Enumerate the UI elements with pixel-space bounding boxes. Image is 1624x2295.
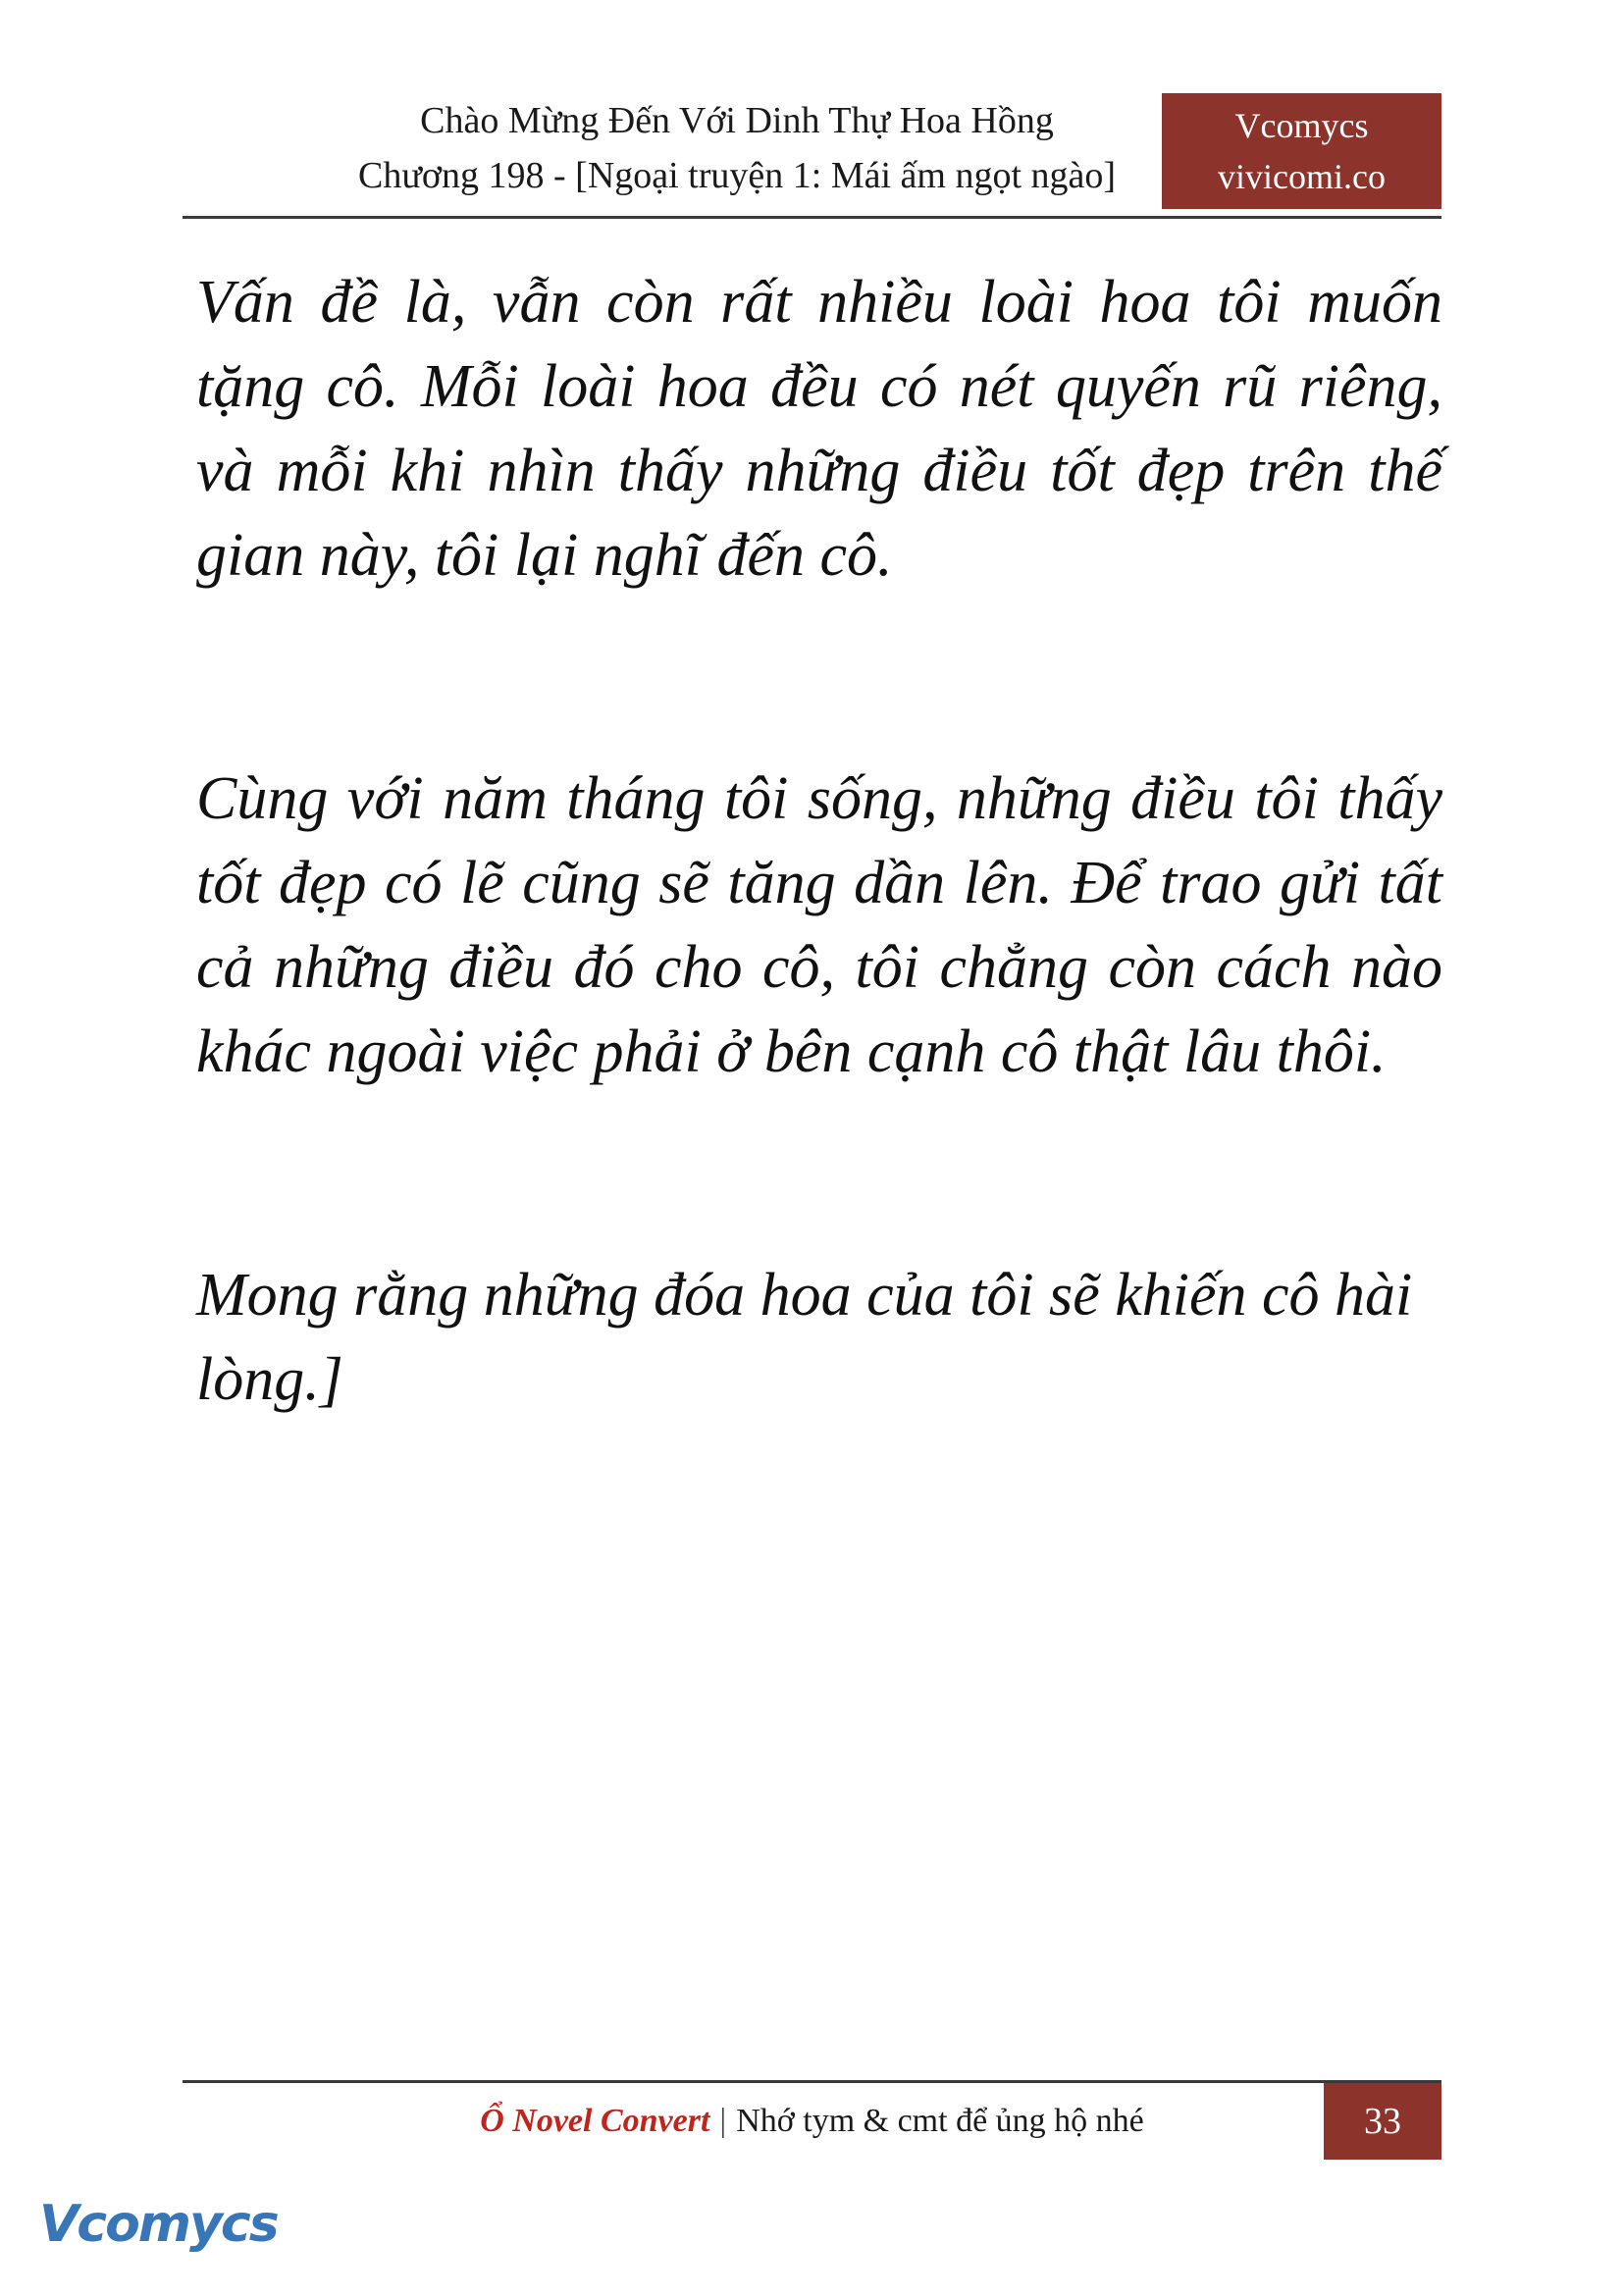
paragraph-spacer (196, 684, 1442, 756)
footer-note: Nhớ tym & cmt để ủng hộ nhé (736, 2103, 1144, 2139)
site-badge-name: Vcomycs (1234, 106, 1369, 145)
footer-text (480, 2103, 1144, 2140)
header-title-line-2: Chương 198 - [Ngoại truyện 1: Mái ấm ngọt ngào] (357, 155, 1117, 196)
site-badge-url: vivicomi.co (1218, 157, 1386, 196)
page-content (196, 260, 1442, 1508)
header-title-line-1: Chào Mừng Đến Với Dinh Thự Hoa Hồng (420, 100, 1054, 141)
paragraph-spacer (196, 1180, 1442, 1253)
paragraph: Vấn đề là, vẫn còn rất nhiều loài hoa tôi muốn tặng cô. Mỗi loài hoa đều có nét quyến rũ riêng, và mỗi khi nhìn thấy những điều tốt đẹp trên thế gian này, tôi lại nghĩ đến cô. (196, 269, 1442, 589)
site-badge (1162, 93, 1441, 209)
paragraph: Cùng với năm tháng tôi sống, những điều tôi thấy tốt đẹp có lẽ cũng sẽ tăng dần lên. Để trao gửi tất cả những điều đó cho cô, tôi chẳng còn cách nào khác ngoài việc phải ở bên cạnh cô thật lâu thôi. (196, 765, 1442, 1085)
footer-brand: Ổ Novel Convert (480, 2103, 710, 2139)
footer-separator: | (719, 2103, 727, 2139)
paragraph: Mong rằng những đóa hoa của tôi sẽ khiến cô hài lòng.] (196, 1262, 1413, 1413)
watermark-logo (39, 2188, 278, 2261)
page-number: 33 (1324, 2083, 1441, 2160)
footer-credit-block (183, 2083, 1441, 2160)
page-footer (183, 2080, 1441, 2170)
header-divider (183, 216, 1441, 219)
watermark-logo-text: Vcomycs (39, 2195, 278, 2254)
page-header (183, 93, 1441, 219)
header-title-block (183, 93, 1291, 203)
